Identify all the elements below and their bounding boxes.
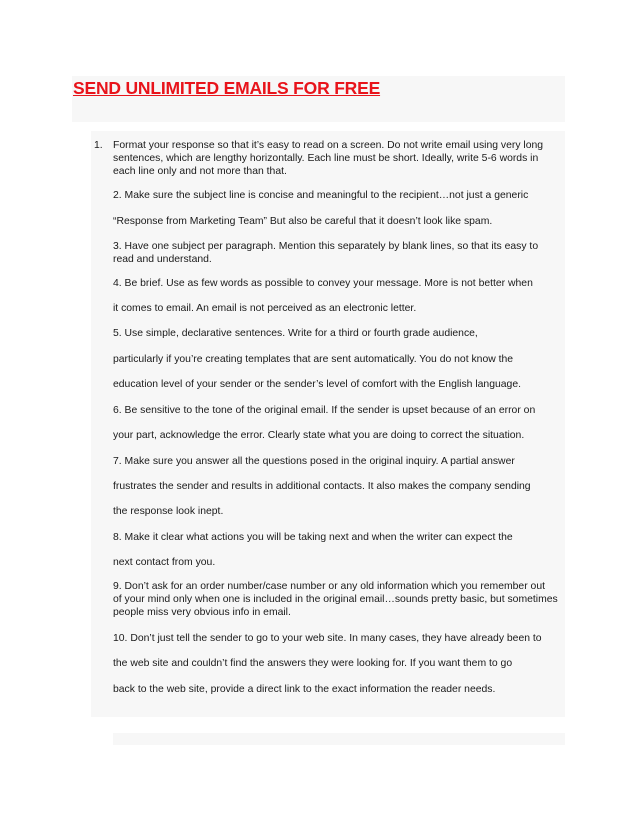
text-line: 4. Be brief. Use as few words as possible to convey your message. More is not better when [113,278,533,289]
text-line: 10. Don’t just tell the sender to go to your web site. In many cases, they have already been to [113,633,542,644]
text-line: 7. Make sure you answer all the questions posed in the original inquiry. A partial answer [113,456,515,467]
text-line: 2. Make sure the subject line is concise and meaningful to the recipient…not just a generic [113,190,529,201]
document-title: SEND UNLIMITED EMAILS FOR FREE [73,78,381,98]
text-line: each line only and not more than that. [113,166,287,177]
text-line: people miss very obvious info in email. [113,607,291,618]
text-line: your part, acknowledge the error. Clearly state what you are doing to correct the situation. [113,430,525,441]
text-line: it comes to email. An email is not perceived as an electronic letter. [113,303,417,314]
text-line: education level of your sender or the sender’s level of comfort with the English language. [113,379,521,390]
text-line: 8. Make it clear what actions you will be taking next and when the writer can expect the [113,532,513,543]
text-line: next contact from you. [113,557,216,568]
text-line: of your mind only when one is included in the original email…sounds pretty basic, but sometimes [113,594,558,605]
list-number: 1. [94,140,103,151]
text-line: 3. Have one subject per paragraph. Mention this separately by blank lines, so that its easy to [113,241,539,252]
text-line: sentences, which are lengthy horizontally. Each line must be short. Ideally, write 5-6 words in [113,153,539,164]
text-line: back to the web site, provide a direct link to the exact information the reader needs. [113,684,496,695]
text-line: frustrates the sender and results in additional contacts. It also makes the company sending [113,481,531,492]
text-line: 5. Use simple, declarative sentences. Write for a third or fourth grade audience, [113,328,478,339]
text-line: the web site and couldn’t find the answers they were looking for. If you want them to go [113,658,513,669]
text-line: particularly if you’re creating templates that are sent automatically. You do not know the [113,354,514,365]
text-line: “Response from Marketing Team” But also be careful that it doesn’t look like spam. [113,216,493,227]
text-line: Format your response so that it’s easy to read on a screen. Do not write email using very long [113,140,544,151]
bottom-background [113,733,565,745]
text-line: 9. Don’t ask for an order number/case number or any old information which you remember out [113,581,545,592]
text-line: the response look inept. [113,506,224,517]
text-line: read and understand. [113,254,212,265]
text-line: 6. Be sensitive to the tone of the original email. If the sender is upset because of an error on [113,405,536,416]
